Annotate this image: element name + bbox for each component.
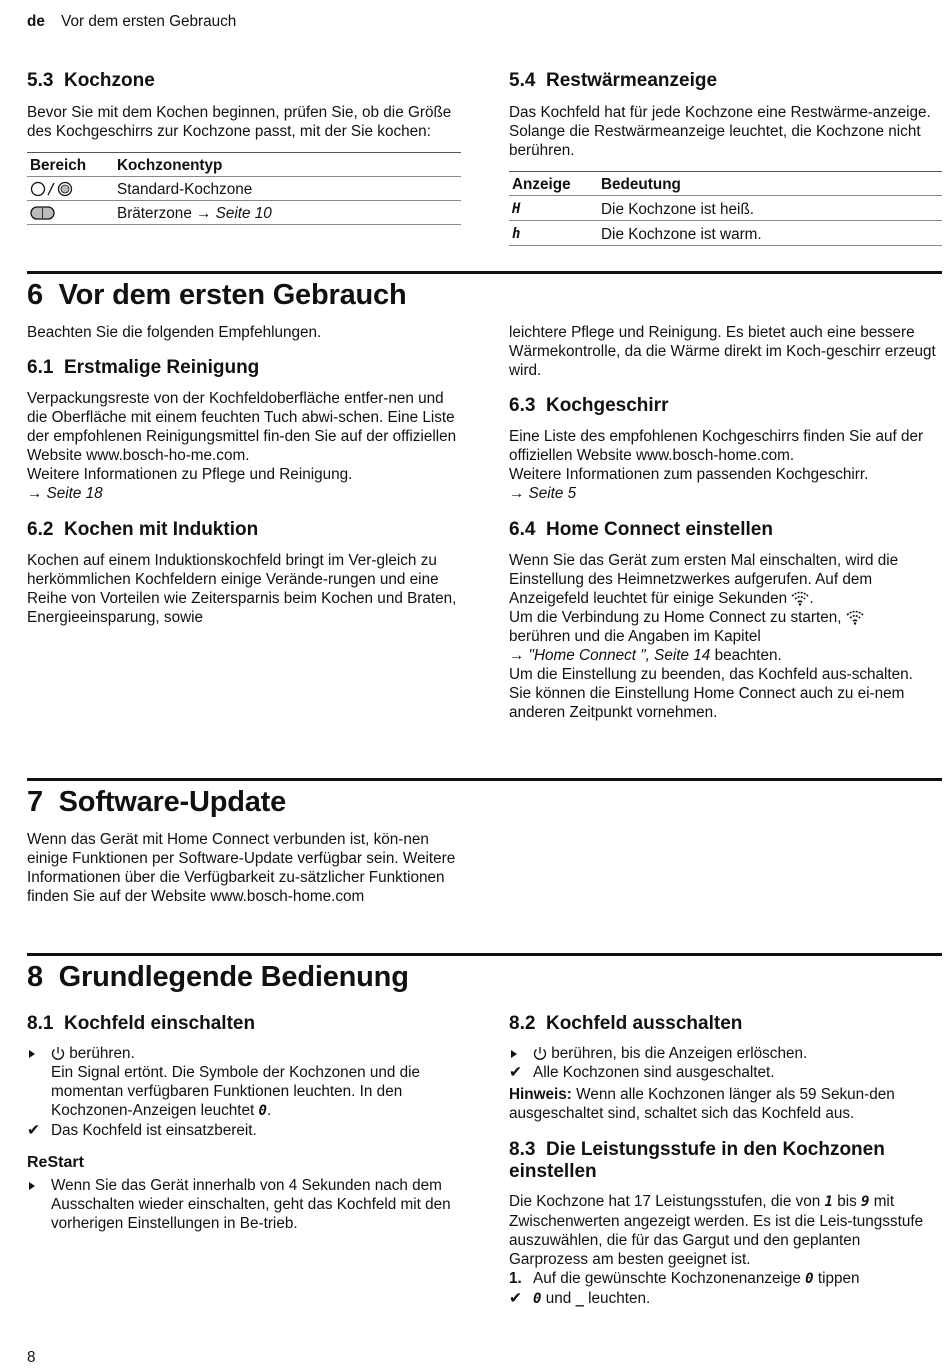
section-5-4: [509, 70, 942, 246]
residual-heat-table: [509, 171, 942, 246]
arrow-right-icon: →: [27, 485, 43, 502]
chapter-heading: 6 Vor dem ersten Gebrauch: [27, 279, 407, 311]
power-icon: [533, 1045, 551, 1062]
result-item: ✔ Alle Kochzonen sind ausgeschaltet.: [509, 1064, 775, 1081]
instruction-step: berühren, bis die Anzeigen erlöschen.: [509, 1044, 942, 1063]
power-icon: [51, 1045, 69, 1062]
page-reference[interactable]: Seite 18: [46, 485, 103, 502]
chapter-6-left-column: [27, 323, 461, 627]
display-symbol: 0: [533, 1291, 542, 1307]
section-text: Verpackungsreste von der Kochfeldoberfläche entfer-nen und die Oberfläche mit einem feuchten Tuch abwi-schen. Eine Liste der empfohlenen Reinigungsmittel fin-den Sie auf der offiziellen Website www.bosch-ho-me.com.: [27, 390, 457, 464]
page-reference[interactable]: "Home Connect ", Seite 14: [528, 647, 711, 664]
section-heading: 5.3 Kochzone: [27, 70, 155, 91]
arrow-right-icon: →: [196, 205, 212, 222]
checkmark-icon: ✔: [509, 1290, 522, 1307]
symbol-meaning: Die Kochzone ist warm.: [598, 221, 942, 246]
wifi-icon: [791, 590, 809, 606]
table-row: [509, 196, 942, 221]
header-title: Vor dem ersten Gebrauch: [61, 13, 237, 30]
section-text: Um die Einstellung zu beenden, das Kochfeld aus-schalten.: [509, 666, 913, 683]
section-heading: 8.1 Kochfeld einschalten: [27, 1013, 256, 1034]
display-symbol: _: [575, 1291, 584, 1307]
display-symbol: h: [512, 226, 521, 242]
symbol-meaning: Die Kochzone ist heiß.: [598, 196, 942, 221]
step-marker-icon: [29, 1182, 35, 1190]
section-text: Kochen auf einem Induktionskochfeld bringt im Ver-gleich zu herkömmlichen Kochfeldern einige Verände-rungen und eine Reihe von Vorteilen wie Zeitersparnis beim Kochen und Braten, Energieeinsparung, sowie: [27, 552, 457, 626]
display-symbol: 1: [824, 1194, 833, 1210]
chapter-heading: 7 Software-Update: [27, 786, 287, 818]
checkmark-icon: ✔: [27, 1122, 40, 1139]
section-5-3: [27, 70, 461, 225]
instruction-step: 1. Auf die gewünschte Kochzonenanzeige 0 tippen: [509, 1270, 860, 1287]
section-text: Sie können die Einstellung Home Connect auch zu ei-nem anderen Zeitpunkt vornehmen.: [509, 685, 905, 721]
arrow-right-icon: →: [509, 485, 525, 502]
section-text: Weitere Informationen zum passenden Kochgeschirr.: [509, 466, 869, 483]
section-text: Eine Liste des empfohlenen Kochgeschirrs finden Sie auf der offiziellen Website www.bosch-home.com.: [509, 428, 924, 464]
section-heading: 6.1 Erstmalige Reinigung: [27, 357, 260, 378]
result-item: ✔ Das Kochfeld ist einsatzbereit.: [27, 1122, 257, 1139]
page-reference[interactable]: Seite 10: [215, 205, 272, 222]
section-text: Die Kochzone hat 17 Leistungsstufen, die von 1 bis 9 mit Zwischenwerten angezeigt werden. Es ist die Leis-tungsstufe auszuwählen, die für das Gargut und den geplanten Garprozess am besten geeignet ist.: [509, 1193, 924, 1268]
section-text: Das Kochfeld hat für jede Kochzone eine Restwärme-anzeige. Solange die Restwärmeanzeige leuchtet, die Kochzone nicht berühren.: [509, 104, 931, 159]
section-text: Weitere Informationen zu Pflege und Reinigung.: [27, 466, 353, 483]
section-text: leichtere Pflege und Reinigung. Es bietet auch eine bessere Wärmekontrolle, da die Wärme direkt im Koch-geschirr erzeugt wird.: [509, 324, 936, 379]
display-symbol: 0: [258, 1103, 267, 1119]
page-reference[interactable]: Seite 5: [528, 485, 577, 502]
step-marker-icon: [29, 1050, 35, 1058]
section-heading: 6.3 Kochgeschirr: [509, 395, 669, 416]
chapter-divider: [27, 778, 942, 781]
zone-type: Standard-Kochzone: [114, 177, 461, 201]
step-marker-icon: [511, 1050, 517, 1058]
instruction-step: berühren. Ein Signal ertönt. Die Symbole der Kochzonen und die momentan verfügbaren Funktionen leuchten. In den Kochzonen-Anzeigen leuchtet 0.: [27, 1044, 461, 1121]
column-header: Anzeige: [509, 172, 598, 196]
wifi-icon: [846, 609, 864, 625]
column-header: Bedeutung: [598, 172, 942, 196]
chapter-divider: [27, 271, 942, 274]
chapter-6-right-column: [509, 323, 942, 722]
section-heading: 5.4 Restwärmeanzeige: [509, 70, 718, 91]
display-symbol: H: [512, 201, 521, 217]
instruction-step: Wenn Sie das Gerät innerhalb von 4 Sekunden nach dem Ausschalten wieder einschalten, geht das Kochfeld mit den vorherigen Einstellungen in Be-trieb.: [27, 1176, 461, 1233]
column-header: Bereich: [27, 153, 114, 177]
chapter-8-right-column: [509, 1013, 942, 1309]
checkmark-icon: ✔: [509, 1064, 522, 1081]
arrow-right-icon: →: [509, 647, 525, 664]
column-header: Kochzonentyp: [114, 153, 461, 177]
language-code: de: [27, 13, 45, 30]
section-text: Bevor Sie mit dem Kochen beginnen, prüfen Sie, ob die Größe des Kochgeschirrs zur Kochzone passt, mit der Sie kochen:: [27, 104, 452, 140]
chapter-divider: [27, 953, 942, 956]
chapter-8-left-column: [27, 1013, 461, 1233]
chapter-heading: 8 Grundlegende Bedienung: [27, 961, 409, 993]
cooking-zone-table: [27, 152, 461, 225]
table-row: [27, 201, 461, 225]
step-number: 1.: [509, 1270, 522, 1287]
table-row: [27, 177, 461, 201]
section-heading: 6.2 Kochen mit Induktion: [27, 519, 259, 540]
running-header: [27, 12, 236, 31]
chapter-intro: Beachten Sie die folgenden Empfehlungen.: [27, 324, 322, 341]
single-dual-zone-icon: [27, 177, 114, 201]
section-heading: 8.2 Kochfeld ausschalten: [509, 1013, 743, 1034]
note: Hinweis: Wenn alle Kochzonen länger als 59 Sekun-den ausgeschaltet sind, schaltet sich das Kochfeld aus.: [509, 1086, 895, 1122]
section-heading: 6.4 Home Connect einstellen: [509, 519, 773, 540]
subsection-heading: ReStart: [27, 1154, 84, 1171]
zone-type: Bräterzone → Seite 10: [114, 201, 461, 225]
page-number: 8: [27, 1349, 36, 1366]
table-row: [509, 221, 942, 246]
result-item: ✔ 0 und _ leuchten.: [509, 1290, 651, 1307]
section-text: Wenn Sie das Gerät zum ersten Mal einschalten, wird die Einstellung des Heimnetzwerkes aufgerufen. Auf dem Anzeigefeld leuchtet für einige Sekunden .: [509, 552, 899, 607]
chapter-text: Wenn das Gerät mit Home Connect verbunden ist, kön-nen einige Funktionen per Software-Update verfügbar sein. Weitere Informationen über die Verfügbarkeit zu-sätzlicher Funktionen finden Sie auf der Website www.bosch-home.com: [27, 831, 456, 905]
display-symbol: 0: [805, 1271, 814, 1287]
display-symbol: 9: [861, 1194, 870, 1210]
section-heading: 8.3 Die Leistungsstufe in den Kochzonen einstellen: [509, 1139, 885, 1182]
section-text: Um die Verbindung zu Home Connect zu starten, berühren und die Angaben im Kapitel → "Home Connect ", Seite 14 beachten.: [509, 608, 942, 665]
roasting-zone-icon: [27, 201, 114, 225]
